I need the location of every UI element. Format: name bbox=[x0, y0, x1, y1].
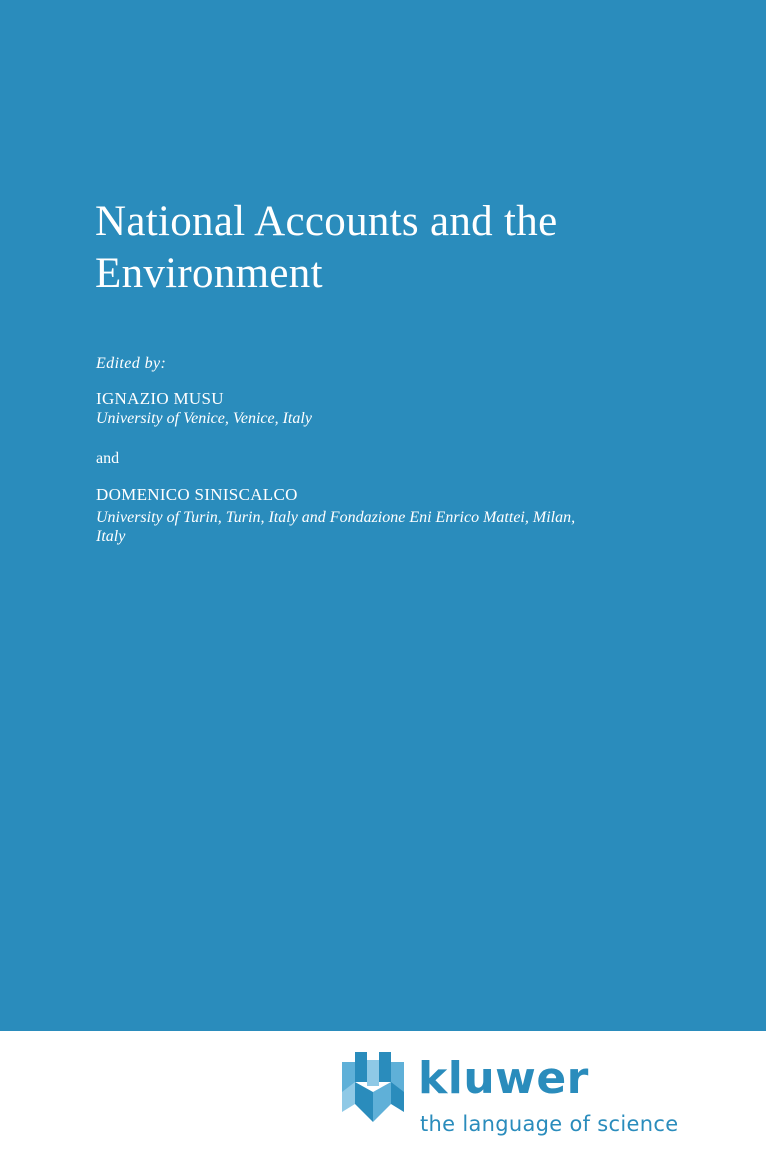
kluwer-book-mark-icon bbox=[342, 1052, 404, 1122]
publisher-wordmark: kluwer bbox=[418, 1053, 589, 1104]
editor-2-affiliation-line-2: Italy bbox=[96, 528, 126, 545]
editor-2-affiliation-line-1: University of Turin, Turin, Italy and Fondazione Eni Enrico Mattei, Milan, bbox=[96, 509, 576, 526]
editors-conjunction: and bbox=[96, 450, 120, 467]
publisher-tagline: the language of science bbox=[420, 1112, 679, 1136]
edited-by-label: Edited by: bbox=[96, 355, 167, 372]
book-title bbox=[95, 196, 735, 300]
editor-1-name: IGNAZIO MUSU bbox=[96, 389, 224, 408]
editor-1-affiliation: University of Venice, Venice, Italy bbox=[96, 410, 312, 427]
book-title-line-2: Environment bbox=[95, 250, 323, 297]
book-title-line-1: National Accounts and the bbox=[95, 198, 558, 245]
editor-2-name: DOMENICO SINISCALCO bbox=[96, 485, 298, 504]
